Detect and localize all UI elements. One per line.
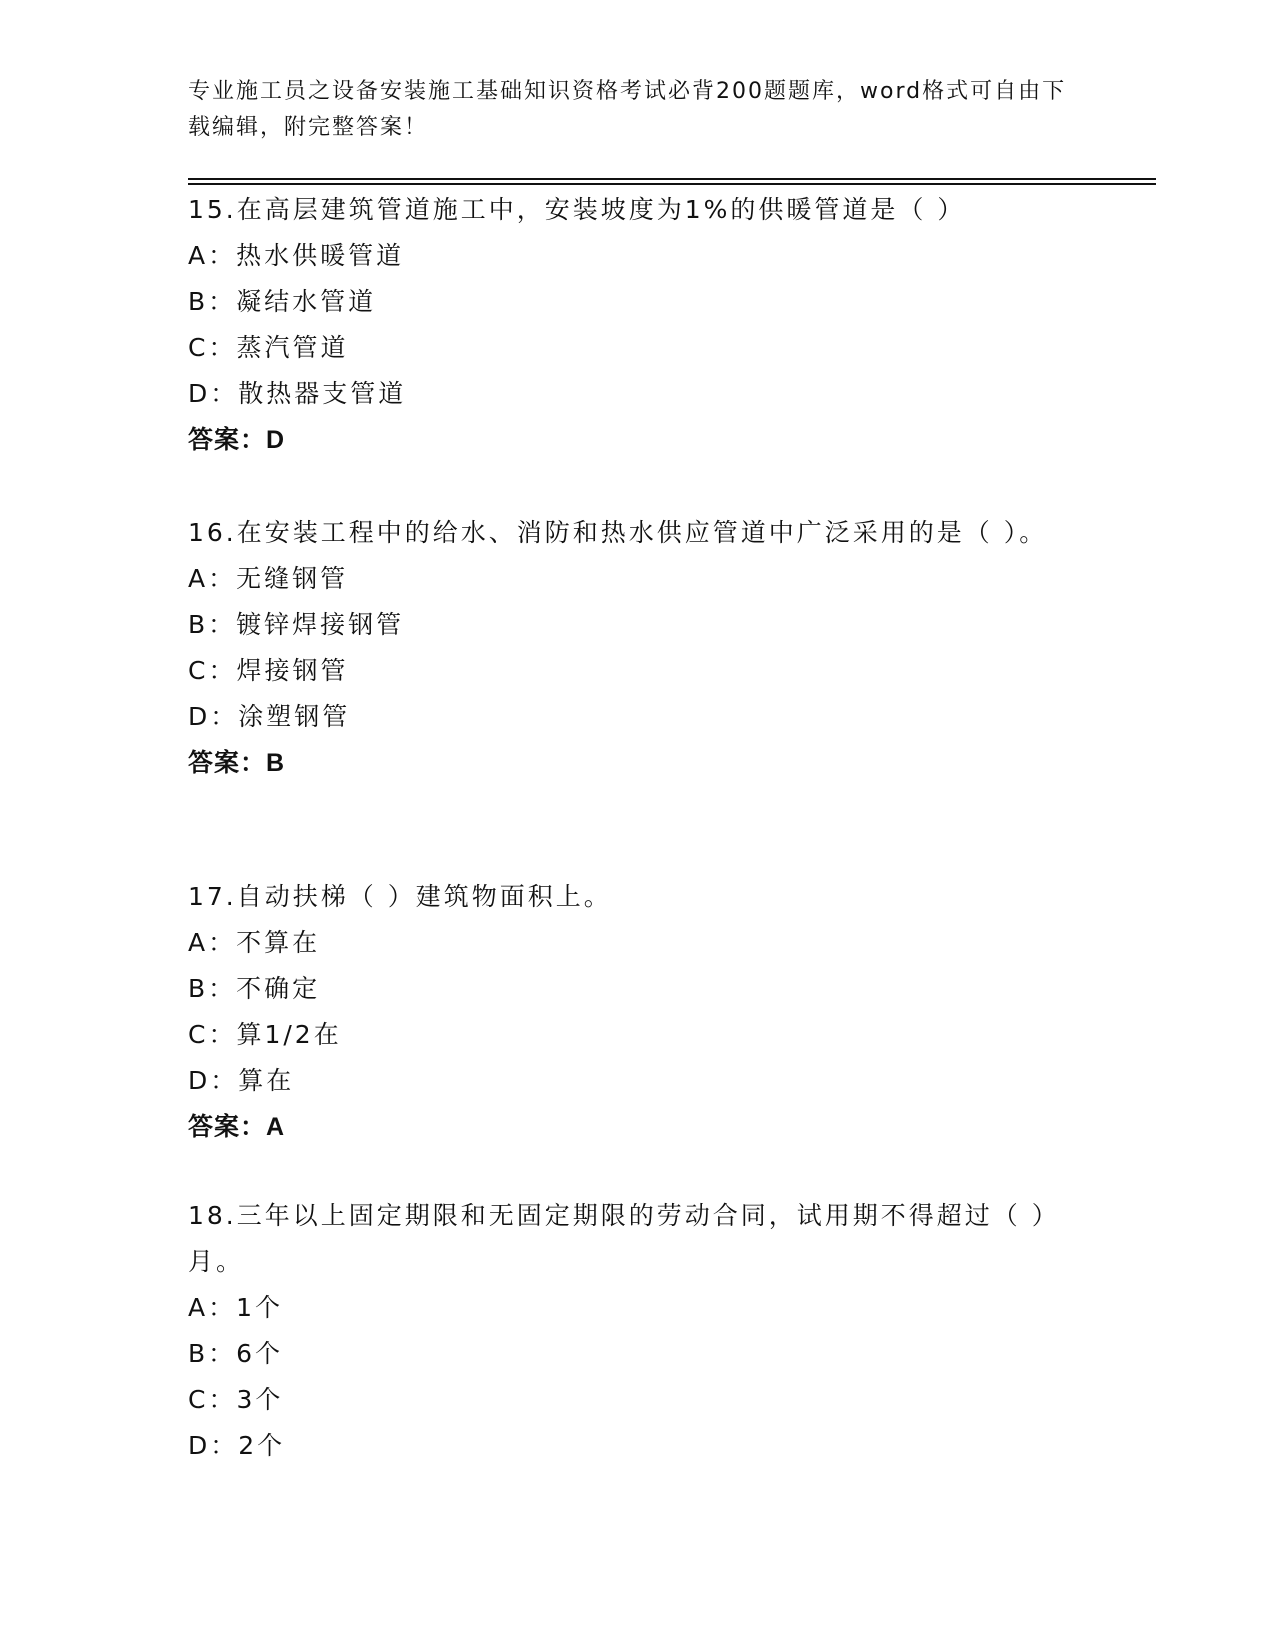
option-a: A：热水供暖管道 <box>188 241 405 270</box>
option-a: A：不算在 <box>188 928 321 957</box>
question-15 <box>188 187 1068 463</box>
option-d: D：散热器支管道 <box>188 379 407 408</box>
option-d: D：涂塑钢管 <box>188 702 351 731</box>
answer: 答案：D <box>188 426 286 454</box>
question-17 <box>188 874 1068 1150</box>
question-stem: 15.在高层建筑管道施工中，安装坡度为1%的供暖管道是（ ） <box>188 195 966 224</box>
option-d: D：2个 <box>188 1431 286 1460</box>
option-a: A：无缝钢管 <box>188 564 349 593</box>
question-stem: 17.自动扶梯（ ）建筑物面积上。 <box>188 882 612 911</box>
answer: 答案：A <box>188 1113 286 1141</box>
header-divider-bottom <box>188 183 1156 185</box>
option-b: B：镀锌焊接钢管 <box>188 610 405 639</box>
document-header: 专业施工员之设备安装施工基础知识资格考试必背200题题库，word格式可自由下载编辑，附完整答案！ <box>188 79 1067 140</box>
option-b: B：6个 <box>188 1339 284 1368</box>
option-c: C：算1/2在 <box>188 1020 342 1049</box>
option-a: A：1个 <box>188 1293 284 1322</box>
option-d: D：算在 <box>188 1066 295 1095</box>
header-divider-top <box>188 178 1156 180</box>
question-16 <box>188 510 1068 786</box>
option-b: B：凝结水管道 <box>188 287 377 316</box>
question-stem: 18.三年以上固定期限和无固定期限的劳动合同，试用期不得超过（ ）月。 <box>188 1201 1060 1276</box>
option-c: C：蒸汽管道 <box>188 333 349 362</box>
option-c: C：3个 <box>188 1385 284 1414</box>
question-stem: 16.在安装工程中的给水、消防和热水供应管道中广泛采用的是（ ）。 <box>188 518 1048 547</box>
option-b: B：不确定 <box>188 974 321 1003</box>
option-c: C：焊接钢管 <box>188 656 349 685</box>
question-18 <box>188 1193 1068 1469</box>
answer: 答案：B <box>188 749 286 777</box>
